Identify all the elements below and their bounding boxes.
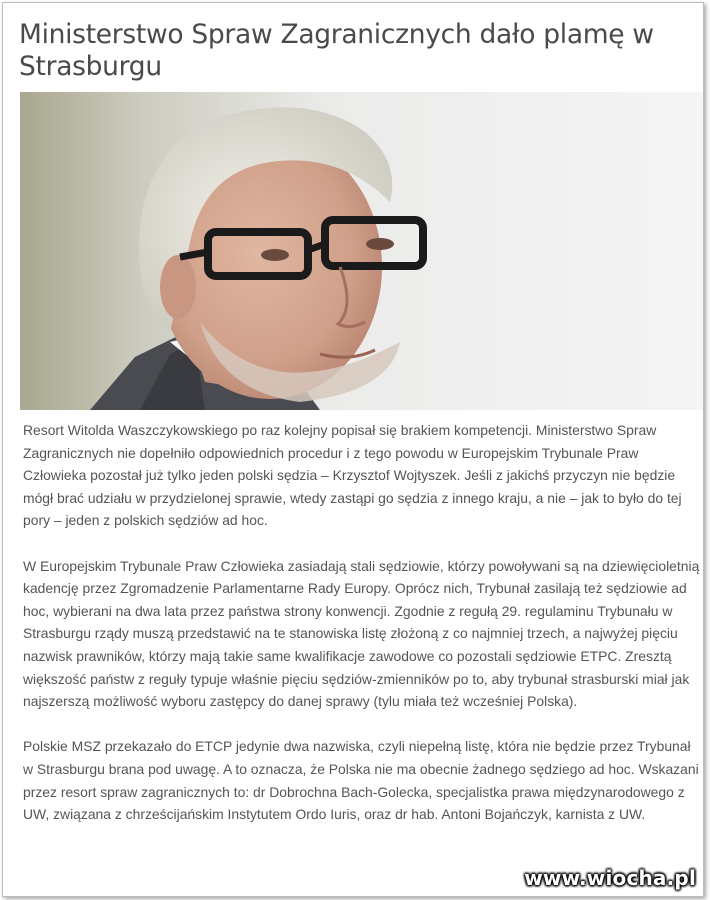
paragraph: Polskie MSZ przekazało do ETCP jedynie dwa nazwiska, czyli niepełną listę, która nie będzie przez Trybunał w Strasburgu brana pod uwagę. A to oznacza, że Polska nie ma obecnie żadnego sędziego ad hoc. Wskazani przez resort spraw zagranicznych to: dr Dobrochna Bach-Golecka, specjalistka prawa międzynarodowego z UW, związana z chrześcijańskim Instytutem Ordo Iuris, oraz dr hab. Antoni Bojańczyk, karnista z UW. xyxy=(23,738,699,823)
paragraph: Resort Witolda Waszczykowskiego po raz kolejny popisał się brakiem kompetencji. Ministerstwo Spraw Zagranicznych nie dopełniło odpowiednich procedur i z tego powodu w Europejskim Trybunale Praw Człowieka pozostał już tylko jeden polski sędzia – Krzysztof Wojtyszek. Jeśli z jakichś przyczyn nie będzie mógł brać udziału w przydzielonej sprawie, wtedy zastąpi go sędzia z innego kraju, a nie – jak to było do tej pory – jeden z polskich sędziów ad hoc. xyxy=(23,422,682,529)
portrait-illustration xyxy=(20,92,704,410)
paragraph: W Europejskim Trybunale Praw Człowieka zasiadają stali sędziowie, którzy powoływani są na dziewięcioletnią kadencję przez Zgromadzenie Parlamentarne Rady Europy. Oprócz nich, Trybunał zasilają też sędziowie ad hoc, wybierani na dwa lata przez państwa strony konwencji. Zgodnie z regułą 29. regulaminu Trybunału w Strasburgu rządy muszą przedstawić na te stanowiska listę złożoną z co najmniej trzech, a najwyżej pięciu nazwisk prawników, którzy mają takie same kwalifikacje zawodowe co pozostali sędziowie ETPC. Zresztą większość państw z reguły typuje właśnie pięciu sędziów-zmienników po to, aby trybunał strasburski miał jak najszerszą możliwość wyboru zastępcy do danej sprawy (tylu miała też wcześniej Polska). xyxy=(23,557,700,710)
site-watermark: www.wiocha.pl xyxy=(524,866,696,890)
article-title: Ministerstwo Spraw Zagranicznych dało plamę w Strasburgu xyxy=(19,19,654,82)
article-frame xyxy=(2,2,704,897)
article-body xyxy=(23,419,703,848)
article-photo xyxy=(20,92,704,410)
